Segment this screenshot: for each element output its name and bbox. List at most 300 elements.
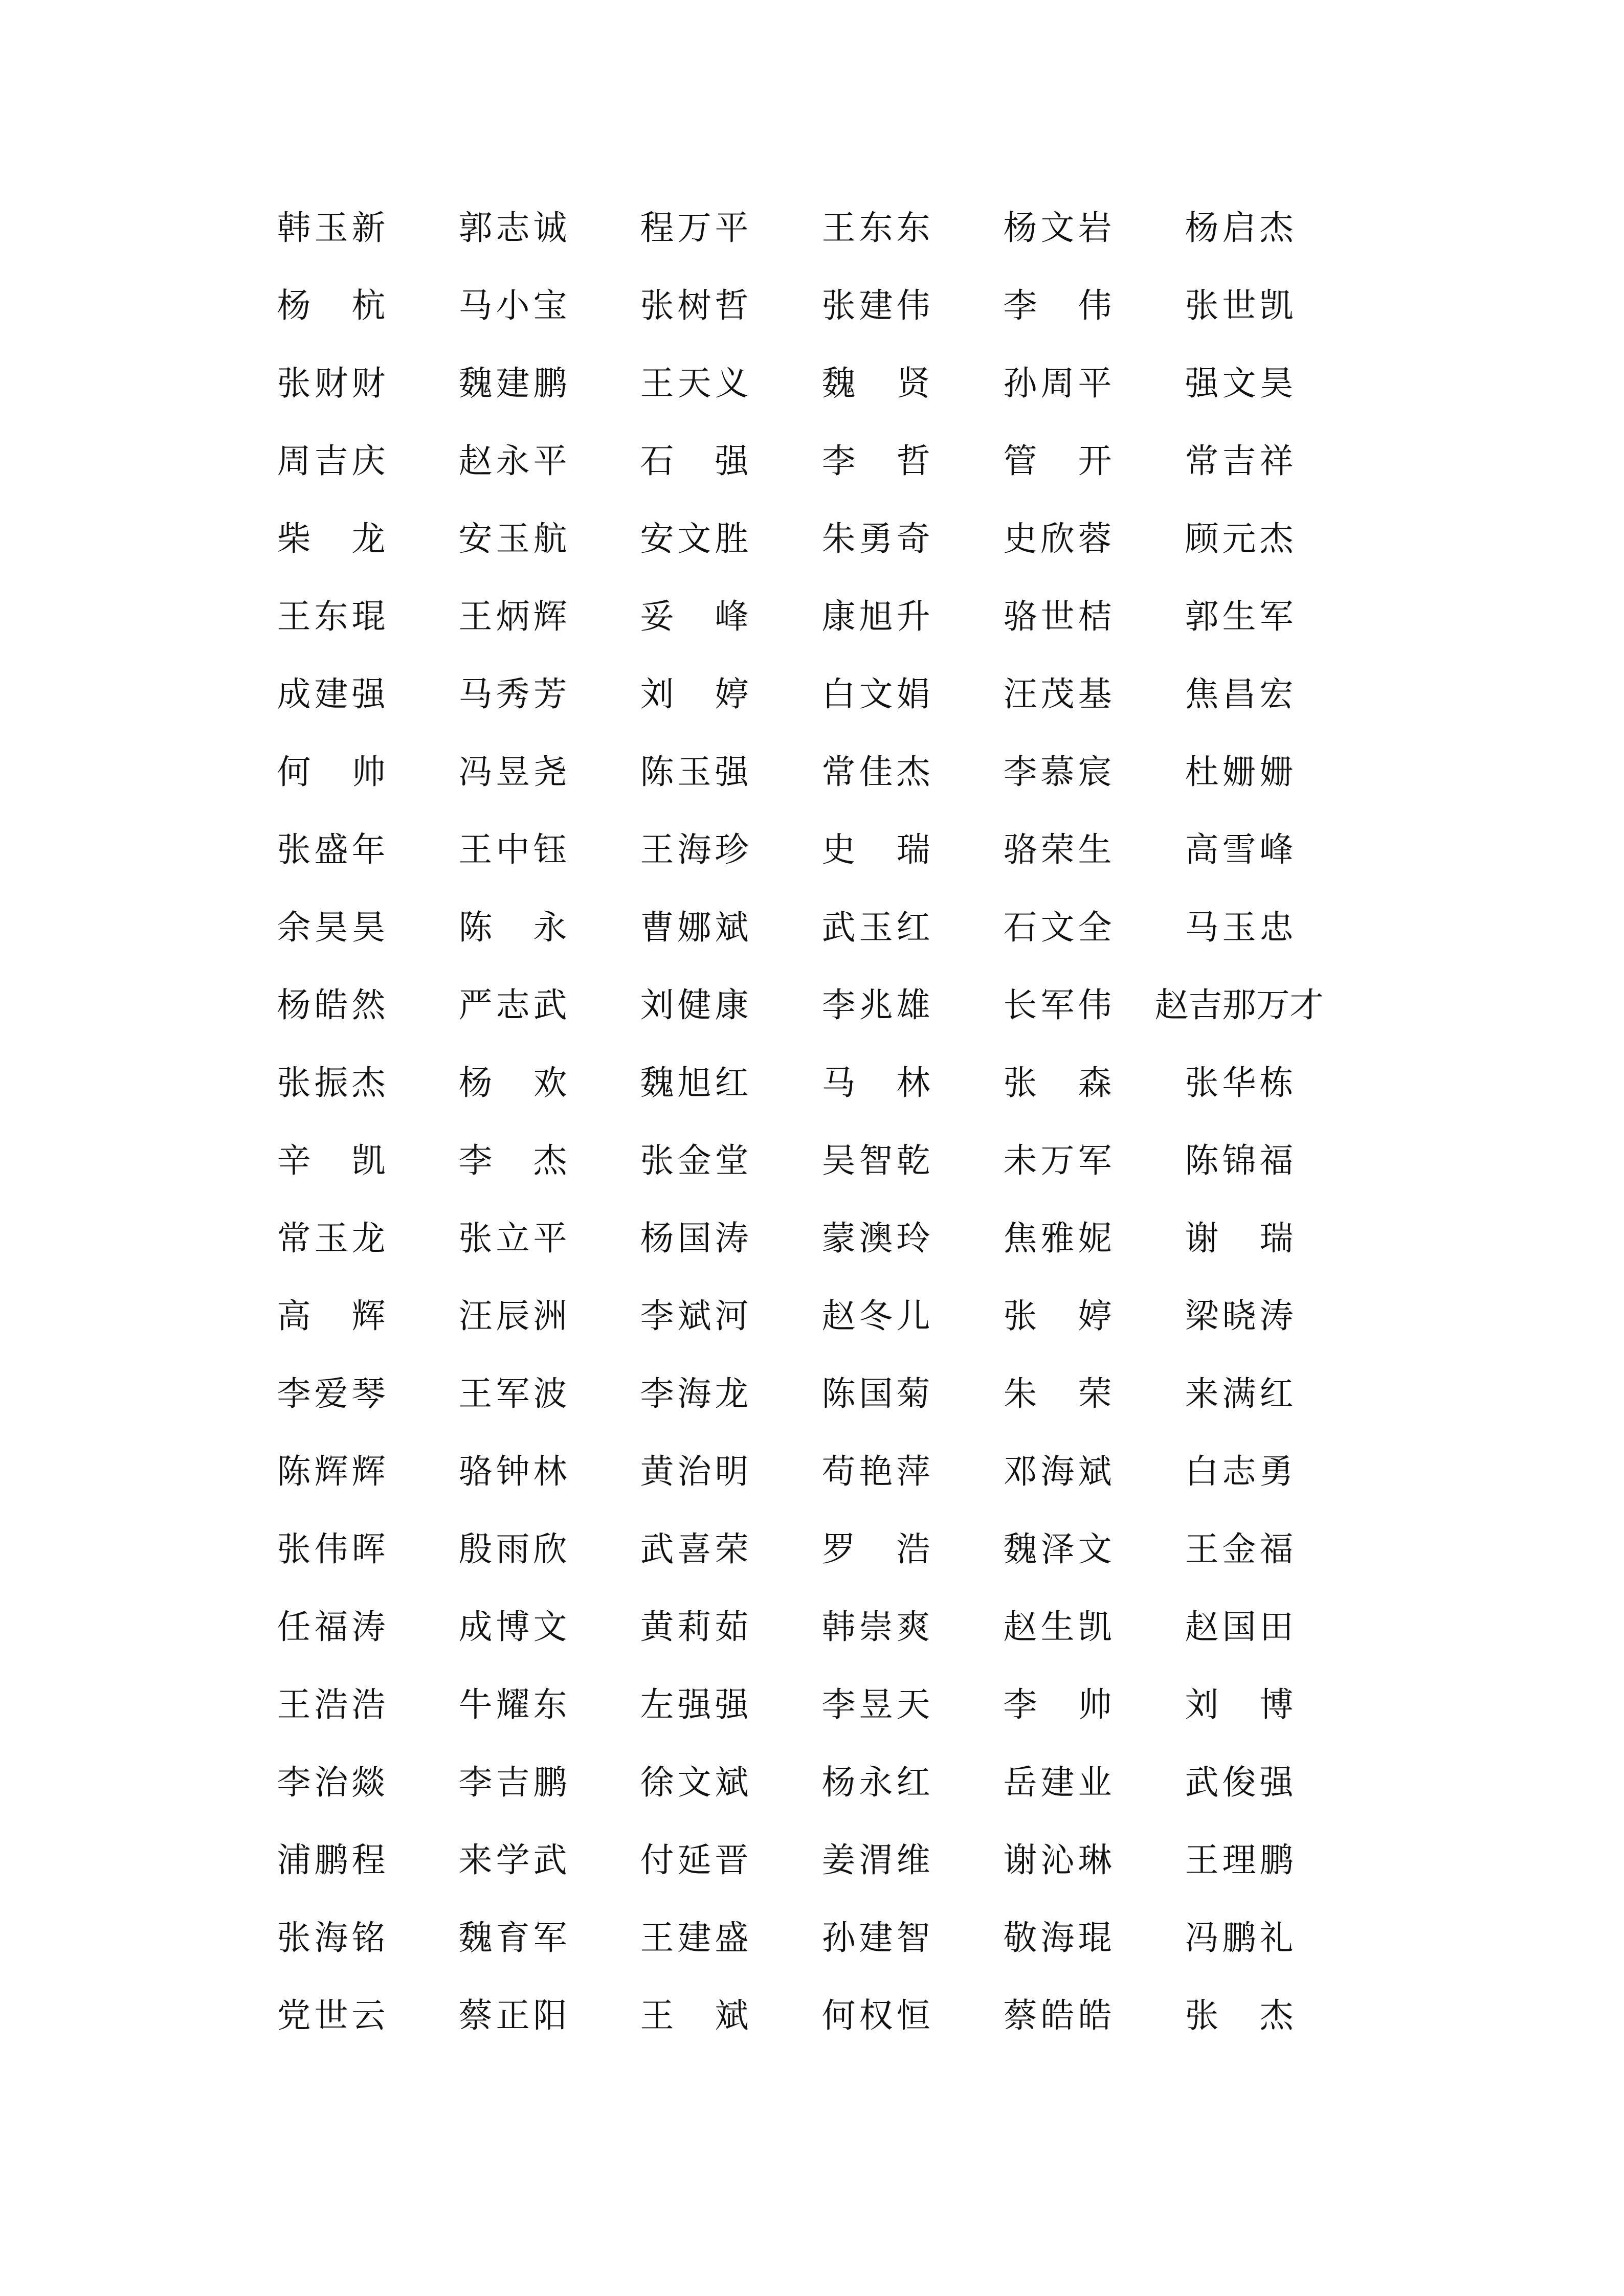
name-cell	[240, 1744, 422, 1821]
person-name: 常玉龙	[277, 1219, 386, 1258]
name-cell	[785, 1355, 967, 1433]
person-name: 黄莉茹	[640, 1607, 749, 1647]
person-name: 李兆雄	[821, 985, 930, 1025]
person-name: 常吉祥	[1185, 441, 1294, 481]
person-name: 殷雨欣	[458, 1529, 567, 1569]
person-name: 黄治明	[640, 1452, 749, 1491]
person-name: 刘健康	[640, 985, 749, 1025]
name-cell	[785, 1588, 967, 1666]
person-name: 常佳杰	[821, 752, 930, 792]
person-name: 苟艳萍	[821, 1452, 930, 1491]
name-row	[240, 1666, 1330, 1744]
name-row	[240, 1899, 1330, 1977]
name-cell	[422, 1277, 604, 1355]
person-name: 焦昌宏	[1185, 674, 1294, 714]
person-name: 李慕宸	[1003, 752, 1112, 792]
name-cell	[785, 1977, 967, 2055]
name-row	[240, 1122, 1330, 1200]
name-cell	[240, 1899, 422, 1977]
name-cell	[967, 1977, 1148, 2055]
name-cell	[240, 966, 422, 1044]
name-cell	[604, 345, 785, 422]
person-name: 张世凯	[1185, 286, 1294, 325]
name-cell	[1148, 1666, 1330, 1744]
person-name: 陈锦福	[1185, 1141, 1294, 1180]
name-cell	[967, 966, 1148, 1044]
name-list-table	[240, 189, 1330, 2055]
person-name: 陈辉辉	[277, 1452, 386, 1491]
name-cell	[1148, 345, 1330, 422]
person-name: 张振杰	[277, 1063, 386, 1102]
name-cell	[240, 1977, 422, 2055]
name-cell	[604, 966, 785, 1044]
person-name: 白志勇	[1185, 1452, 1294, 1491]
person-name: 岳建业	[1003, 1763, 1112, 1802]
person-name: 王海珍	[640, 830, 749, 869]
person-name: 姜渭维	[821, 1840, 930, 1880]
name-cell	[422, 1122, 604, 1200]
name-cell	[240, 1433, 422, 1511]
person-name: 刘博	[1185, 1685, 1294, 1724]
name-cell	[967, 1821, 1148, 1899]
person-name: 蒙澳玲	[821, 1219, 930, 1258]
name-cell	[240, 1588, 422, 1666]
person-name: 梁晓涛	[1185, 1296, 1294, 1336]
name-cell	[1148, 1200, 1330, 1277]
name-cell	[967, 1355, 1148, 1433]
person-name: 徐文斌	[640, 1763, 749, 1802]
name-cell	[422, 1511, 604, 1588]
person-name: 汪茂基	[1003, 674, 1112, 714]
person-name: 杨启杰	[1185, 208, 1294, 247]
name-cell	[422, 1044, 604, 1122]
name-cell	[240, 1821, 422, 1899]
person-name: 朱荣	[1003, 1374, 1112, 1413]
person-name: 史欣蓉	[1003, 519, 1112, 558]
name-cell	[1148, 889, 1330, 966]
name-cell	[604, 1044, 785, 1122]
person-name: 李杰	[458, 1141, 567, 1180]
person-name: 张金堂	[640, 1141, 749, 1180]
person-name: 赵国田	[1185, 1607, 1294, 1647]
person-name: 何帅	[277, 752, 386, 792]
person-name: 任福涛	[277, 1607, 386, 1647]
person-name: 刘婷	[640, 674, 749, 714]
name-row	[240, 733, 1330, 811]
name-row	[240, 1044, 1330, 1122]
person-name: 张树哲	[640, 286, 749, 325]
person-name: 魏贤	[821, 364, 930, 403]
name-row	[240, 189, 1330, 267]
person-name: 长军伟	[1003, 985, 1112, 1025]
person-name: 浦鹏程	[277, 1840, 386, 1880]
name-row	[240, 966, 1330, 1044]
name-cell	[967, 656, 1148, 733]
name-cell	[422, 1355, 604, 1433]
name-cell	[240, 656, 422, 733]
name-cell	[240, 889, 422, 966]
name-cell	[422, 1899, 604, 1977]
name-cell	[967, 578, 1148, 656]
person-name: 韩玉新	[277, 208, 386, 247]
name-row	[240, 422, 1330, 500]
name-cell	[1148, 1122, 1330, 1200]
person-name: 杨皓然	[277, 985, 386, 1025]
name-cell	[604, 1511, 785, 1588]
person-name: 安玉航	[458, 519, 567, 558]
name-cell	[240, 1200, 422, 1277]
person-name: 冯昱尧	[458, 752, 567, 792]
name-cell	[785, 1044, 967, 1122]
name-cell	[1148, 578, 1330, 656]
name-cell	[240, 345, 422, 422]
person-name: 武喜荣	[640, 1529, 749, 1569]
person-name: 谢沁琳	[1003, 1840, 1112, 1880]
name-cell	[422, 811, 604, 889]
person-name: 魏育军	[458, 1918, 567, 1957]
name-cell	[422, 1200, 604, 1277]
person-name: 管开	[1003, 441, 1112, 481]
person-name: 陈玉强	[640, 752, 749, 792]
name-cell	[240, 1277, 422, 1355]
name-cell	[422, 267, 604, 345]
person-name: 高雪峰	[1185, 830, 1294, 869]
name-cell	[604, 1355, 785, 1433]
name-cell	[1148, 1588, 1330, 1666]
person-name: 王东东	[821, 208, 930, 247]
person-name: 谢瑞	[1185, 1219, 1294, 1258]
person-name: 高辉	[277, 1296, 386, 1336]
person-name: 王建盛	[640, 1918, 749, 1957]
person-name: 蔡正阳	[458, 1996, 567, 2035]
name-cell	[604, 1122, 785, 1200]
name-cell	[604, 1977, 785, 2055]
name-cell	[967, 1200, 1148, 1277]
name-cell	[1148, 500, 1330, 578]
person-name: 王斌	[640, 1996, 749, 2035]
person-name: 郭生军	[1185, 597, 1294, 636]
name-cell	[422, 889, 604, 966]
name-cell	[240, 1044, 422, 1122]
name-cell	[1148, 656, 1330, 733]
person-name: 张华栋	[1185, 1063, 1294, 1102]
person-name: 杨杭	[277, 286, 386, 325]
person-name: 骆荣生	[1003, 830, 1112, 869]
person-name: 柴龙	[277, 519, 386, 558]
name-row	[240, 811, 1330, 889]
name-cell	[785, 345, 967, 422]
name-cell	[422, 1977, 604, 2055]
person-name: 陈国菊	[821, 1374, 930, 1413]
name-cell	[604, 1200, 785, 1277]
name-cell	[604, 733, 785, 811]
person-name: 付延晋	[640, 1840, 749, 1880]
person-name: 张盛年	[277, 830, 386, 869]
person-name: 陈永	[458, 908, 567, 947]
person-name: 来学武	[458, 1840, 567, 1880]
name-cell	[1148, 733, 1330, 811]
name-cell	[967, 1899, 1148, 1977]
person-name: 杨文岩	[1003, 208, 1112, 247]
person-name: 王军波	[458, 1374, 567, 1413]
name-list-body	[240, 189, 1330, 2055]
person-name: 马小宝	[458, 286, 567, 325]
name-cell	[1148, 189, 1330, 267]
person-name: 王天义	[640, 364, 749, 403]
name-cell	[604, 1588, 785, 1666]
name-cell	[785, 889, 967, 966]
name-row	[240, 1588, 1330, 1666]
name-row	[240, 500, 1330, 578]
name-cell	[604, 1433, 785, 1511]
name-cell	[785, 1200, 967, 1277]
person-name: 李昱天	[821, 1685, 930, 1724]
person-name: 余昊昊	[277, 908, 386, 947]
name-cell	[422, 733, 604, 811]
person-name: 汪辰洲	[458, 1296, 567, 1336]
person-name: 马林	[821, 1063, 930, 1102]
name-cell	[422, 656, 604, 733]
person-name: 吴智乾	[821, 1141, 930, 1180]
person-name: 李海龙	[640, 1374, 749, 1413]
name-row	[240, 1277, 1330, 1355]
name-row	[240, 1821, 1330, 1899]
name-cell	[967, 811, 1148, 889]
name-cell	[422, 1433, 604, 1511]
name-cell	[967, 267, 1148, 345]
name-cell	[967, 1744, 1148, 1821]
name-cell	[604, 578, 785, 656]
person-name: 安文胜	[640, 519, 749, 558]
name-cell	[604, 500, 785, 578]
name-row	[240, 1200, 1330, 1277]
name-cell	[1148, 1744, 1330, 1821]
name-cell	[967, 1666, 1148, 1744]
name-cell	[1148, 1511, 1330, 1588]
name-cell	[967, 500, 1148, 578]
person-name: 张海铭	[277, 1918, 386, 1957]
person-name: 张立平	[458, 1219, 567, 1258]
name-cell	[240, 1666, 422, 1744]
name-cell	[422, 1666, 604, 1744]
person-name: 左强强	[640, 1685, 749, 1724]
person-name: 妥峰	[640, 597, 749, 636]
name-cell	[1148, 422, 1330, 500]
name-row	[240, 578, 1330, 656]
person-name: 王炳辉	[458, 597, 567, 636]
person-name: 白文娟	[821, 674, 930, 714]
name-cell	[785, 578, 967, 656]
name-cell	[785, 1122, 967, 1200]
person-name: 杨国涛	[640, 1219, 749, 1258]
name-cell	[604, 1821, 785, 1899]
person-name: 焦雅妮	[1003, 1219, 1112, 1258]
name-cell	[604, 656, 785, 733]
name-row	[240, 1511, 1330, 1588]
name-cell	[967, 1277, 1148, 1355]
person-name: 赵生凯	[1003, 1607, 1112, 1647]
name-cell	[785, 1666, 967, 1744]
person-name: 冯鹏礼	[1185, 1918, 1294, 1957]
name-cell	[604, 189, 785, 267]
name-cell	[967, 1122, 1148, 1200]
name-cell	[1148, 1977, 1330, 2055]
name-row	[240, 1744, 1330, 1821]
name-cell	[785, 189, 967, 267]
person-name: 马秀芳	[458, 674, 567, 714]
name-cell	[785, 733, 967, 811]
name-cell	[967, 889, 1148, 966]
name-cell	[604, 1666, 785, 1744]
name-cell	[604, 811, 785, 889]
name-cell	[1148, 811, 1330, 889]
person-name: 杨永红	[821, 1763, 930, 1802]
person-name: 李治燚	[277, 1763, 386, 1802]
name-cell	[240, 267, 422, 345]
name-cell	[604, 1277, 785, 1355]
name-cell	[240, 500, 422, 578]
person-name: 王中钰	[458, 830, 567, 869]
person-name: 何权恒	[821, 1996, 930, 2035]
person-name: 李伟	[1003, 286, 1112, 325]
name-cell	[240, 733, 422, 811]
name-cell	[422, 966, 604, 1044]
person-name: 成建强	[277, 674, 386, 714]
person-name: 顾元杰	[1185, 519, 1294, 558]
name-cell	[604, 1899, 785, 1977]
name-cell	[240, 422, 422, 500]
name-cell	[785, 1277, 967, 1355]
person-name: 李斌河	[640, 1296, 749, 1336]
name-cell	[967, 422, 1148, 500]
name-cell	[1148, 267, 1330, 345]
name-cell	[785, 656, 967, 733]
person-name: 马玉忠	[1185, 908, 1294, 947]
name-cell	[967, 345, 1148, 422]
name-cell	[422, 189, 604, 267]
person-name: 邓海斌	[1003, 1452, 1112, 1491]
name-cell	[422, 500, 604, 578]
person-name: 骆世桔	[1003, 597, 1112, 636]
person-name: 未万军	[1003, 1141, 1112, 1180]
name-row	[240, 1977, 1330, 2055]
name-cell	[422, 578, 604, 656]
person-name: 来满红	[1185, 1374, 1294, 1413]
person-name: 韩崇爽	[821, 1607, 930, 1647]
name-cell	[1148, 1277, 1330, 1355]
person-name: 蔡皓皓	[1003, 1996, 1112, 2035]
person-name: 周吉庆	[277, 441, 386, 481]
name-cell	[785, 1821, 967, 1899]
person-name: 张财财	[277, 364, 386, 403]
person-name: 赵冬儿	[821, 1296, 930, 1336]
person-name: 武玉红	[821, 908, 930, 947]
name-row	[240, 345, 1330, 422]
name-cell	[604, 889, 785, 966]
person-name: 史瑞	[821, 830, 930, 869]
name-cell	[422, 1588, 604, 1666]
name-cell	[967, 733, 1148, 811]
name-cell	[240, 811, 422, 889]
person-name: 张婷	[1003, 1296, 1112, 1336]
person-name: 魏旭红	[640, 1063, 749, 1102]
person-name: 程万平	[640, 208, 749, 247]
name-cell	[240, 578, 422, 656]
name-cell	[785, 1433, 967, 1511]
name-cell	[240, 1122, 422, 1200]
person-name: 党世云	[277, 1996, 386, 2035]
name-cell	[1148, 966, 1330, 1044]
person-name: 李吉鹏	[458, 1763, 567, 1802]
name-cell	[240, 1511, 422, 1588]
person-name: 辛凯	[277, 1141, 386, 1180]
person-name: 张伟晖	[277, 1529, 386, 1569]
name-cell	[967, 1588, 1148, 1666]
person-name: 石强	[640, 441, 749, 481]
person-name: 王理鹏	[1185, 1840, 1294, 1880]
name-cell	[785, 500, 967, 578]
person-name: 朱勇奇	[821, 519, 930, 558]
person-name: 杜姗姗	[1185, 752, 1294, 792]
name-cell	[785, 267, 967, 345]
name-cell	[604, 267, 785, 345]
person-name: 强文昊	[1185, 364, 1294, 403]
name-cell	[1148, 1821, 1330, 1899]
name-cell	[240, 189, 422, 267]
person-name: 赵吉那万才	[1154, 985, 1324, 1025]
person-name: 敬海琨	[1003, 1918, 1112, 1957]
person-name: 孙周平	[1003, 364, 1112, 403]
name-cell	[1148, 1355, 1330, 1433]
name-cell	[1148, 1899, 1330, 1977]
person-name: 康旭升	[821, 597, 930, 636]
person-name: 罗浩	[821, 1529, 930, 1569]
name-row	[240, 656, 1330, 733]
name-cell	[422, 345, 604, 422]
name-cell	[422, 1744, 604, 1821]
name-row	[240, 1433, 1330, 1511]
person-name: 曹娜斌	[640, 908, 749, 947]
person-name: 孙建智	[821, 1918, 930, 1957]
name-cell	[422, 1821, 604, 1899]
name-cell	[240, 1355, 422, 1433]
person-name: 魏泽文	[1003, 1529, 1112, 1569]
name-cell	[785, 1899, 967, 1977]
person-name: 武俊强	[1185, 1763, 1294, 1802]
person-name: 杨欢	[458, 1063, 567, 1102]
name-cell	[967, 1511, 1148, 1588]
name-cell	[422, 422, 604, 500]
person-name: 张杰	[1185, 1996, 1294, 2035]
person-name: 王东琨	[277, 597, 386, 636]
person-name: 李哲	[821, 441, 930, 481]
person-name: 骆钟林	[458, 1452, 567, 1491]
person-name: 严志武	[458, 985, 567, 1025]
person-name: 赵永平	[458, 441, 567, 481]
name-cell	[785, 1511, 967, 1588]
name-cell	[785, 1744, 967, 1821]
name-cell	[1148, 1433, 1330, 1511]
name-cell	[785, 422, 967, 500]
person-name: 魏建鹏	[458, 364, 567, 403]
person-name: 李爱琴	[277, 1374, 386, 1413]
person-name: 王浩浩	[277, 1685, 386, 1724]
name-cell	[967, 1044, 1148, 1122]
person-name: 张森	[1003, 1063, 1112, 1102]
person-name: 张建伟	[821, 286, 930, 325]
name-cell	[604, 422, 785, 500]
name-row	[240, 889, 1330, 966]
